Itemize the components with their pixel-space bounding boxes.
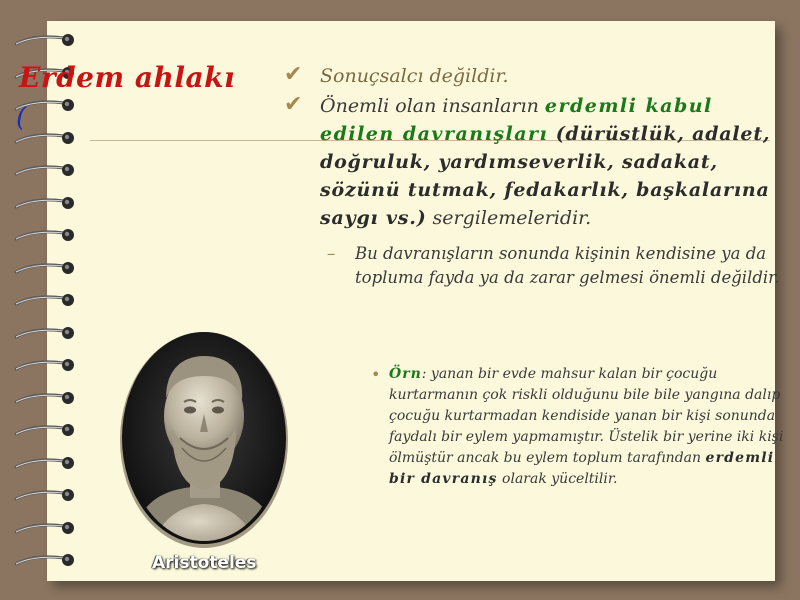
example-block xyxy=(371,364,789,490)
bullet-2 xyxy=(284,92,789,232)
bullet-1-text: Sonuçsalcı değildir xyxy=(320,65,503,87)
sub-bullet xyxy=(327,242,789,290)
aristotle-portrait xyxy=(120,328,288,548)
spiral-ring xyxy=(14,487,76,503)
sub-bullet-text: Bu davranışların sonunda kişinin kendisine ya da topluma fayda ya da zarar gelmesi önemli değildir. xyxy=(355,244,780,287)
spiral-ring xyxy=(14,520,76,536)
spiral-ring xyxy=(14,357,76,373)
portrait-caption: Aristoteles xyxy=(152,553,257,573)
spiral-ring xyxy=(14,390,76,406)
spiral-ring xyxy=(14,162,76,178)
spiral-ring xyxy=(14,422,76,438)
spiral-ring xyxy=(14,325,76,341)
spiral-ring xyxy=(14,292,76,308)
bullet-1-post: . xyxy=(502,65,509,87)
dash-icon: – xyxy=(327,244,336,263)
dot-bullet-icon: • xyxy=(371,365,381,384)
bullet-2-pre: Önemli olan insanların xyxy=(320,95,545,117)
slide-content xyxy=(284,62,789,290)
bullet-2-accent: erdemli kabul edilen davranışları xyxy=(320,95,713,145)
title-extra-char: ( xyxy=(16,103,27,133)
checkmark-icon: ✔ xyxy=(284,62,303,87)
example-text-a: : yanan bir evde mahsur kalan bir çocuğu kurtarmanın çok riskli olduğunu bile bile yangına dalıp çocuğu kurtarmadan kendiside yanan bir kişi sonunda faydalı bir eylem yapmamıştır. Üstelik bir yerine iki kişi ölmüştür ancak bu eylem toplum tarafından xyxy=(389,366,784,466)
example-text-b: olarak yüceltilir. xyxy=(497,471,618,487)
spiral-ring xyxy=(14,32,76,48)
example-strong: erdemli bir davranış xyxy=(389,450,775,487)
spiral-ring xyxy=(14,260,76,276)
slide-title: Erdem ahlakı xyxy=(19,61,236,94)
checkmark-icon: ✔ xyxy=(284,92,303,117)
example-label: Örn xyxy=(389,366,422,382)
spiral-ring xyxy=(14,227,76,243)
bullet-2-strong: (dürüstlük, adalet, doğruluk, yardımseverlik, sadakat, sözünü tutmak, fedakarlık, başkalarına saygı vs.) xyxy=(320,123,771,229)
spiral-ring xyxy=(14,455,76,471)
spiral-ring xyxy=(14,195,76,211)
bullet-1 xyxy=(284,62,789,90)
bullet-2-post: sergilemeleridir. xyxy=(426,207,592,229)
spiral-ring xyxy=(14,552,76,568)
